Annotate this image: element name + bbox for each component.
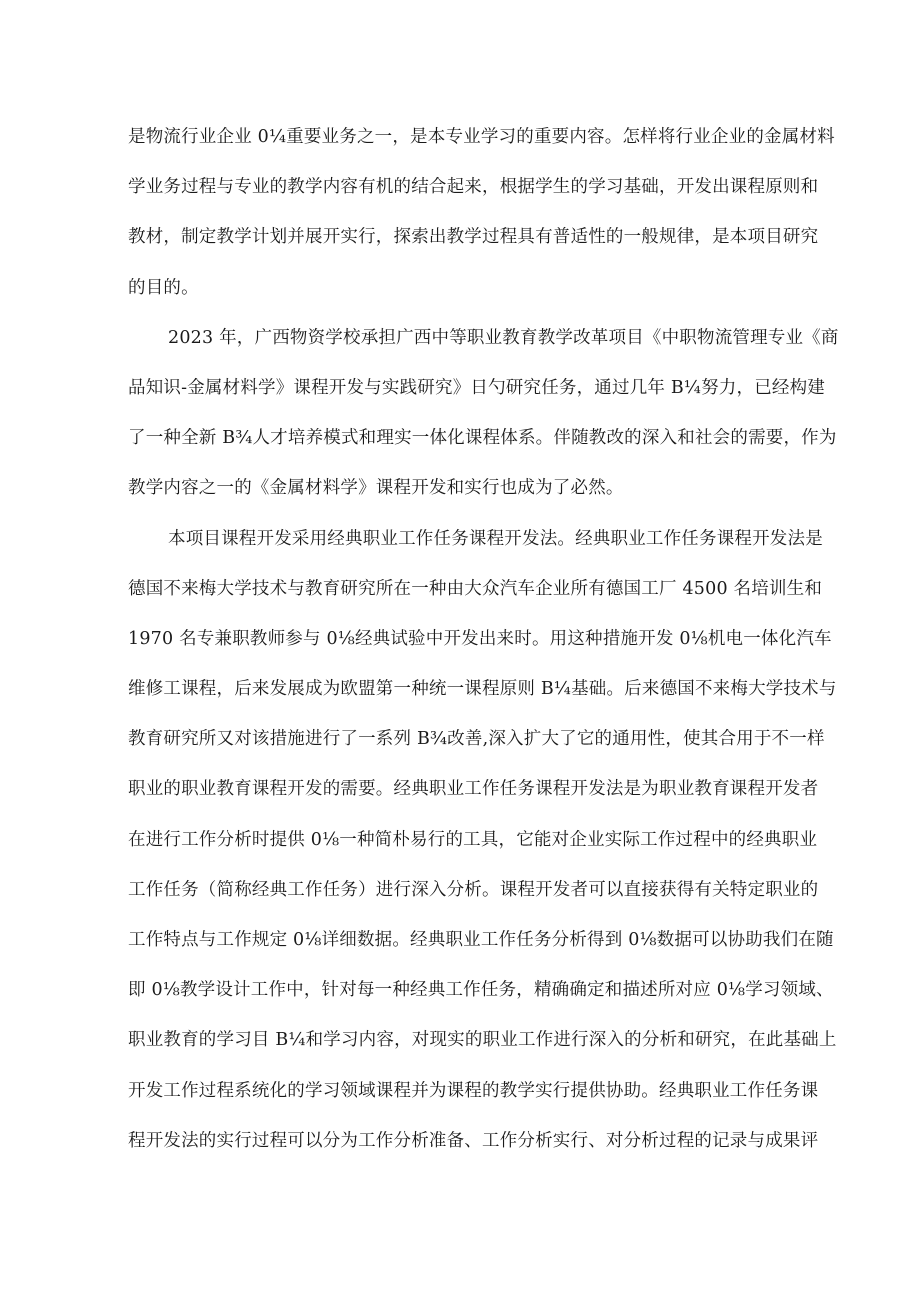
text-line: 程开发法的实行过程可以分为工作分析准备、工作分析实行、对分析过程的记录与成果评 — [128, 1130, 819, 1151]
text-line: 品知识-金属材料学》课程开发与实践研究》日勺研究任务，通过几年 B¼努力，已经构建 — [128, 377, 825, 398]
text-line: 教育研究所又对该措施进行了一系列 B¾改善,深入扩大了它的通用性，使其合用于不一样 — [128, 729, 825, 750]
text-line: 是物流行业企业 0¼重要业务之一，是本专业学习的重要内容。怎样将行业企业的金属材料 — [128, 127, 835, 147]
text-line: 了一种全新 B¾人才培养模式和理实一体化课程体系。伴随教改的深入和社会的需要，作为 — [128, 428, 837, 449]
paragraph-2 — [128, 317, 839, 518]
text-line: 即 0⅛教学设计工作中，针对每一种经典工作任务，精确确定和描述所对应 0⅛学习领域、 — [128, 980, 834, 1001]
text-line: 职业的职业教育课程开发的需要。经典职业工作任务课程开发法是为职业教育课程开发者 — [128, 779, 819, 800]
paragraph-1 — [128, 116, 835, 317]
text-line: 2023 年，广西物资学校承担广西中等职业教育教学改革项目《中职物流管理专业《商 — [168, 327, 839, 348]
paragraph-3 — [128, 518, 837, 1170]
text-line: 在进行工作分析时提供 0⅛一种简朴易行的工具，它能对企业实际工作过程中的经典职业 — [128, 829, 818, 850]
text-line: 学业务过程与专业的教学内容有机的结合起来，根据学生的学习基础，开发出课程原则和 — [128, 177, 819, 198]
text-line: 职业教育的学习目 B¼和学习内容，对现实的职业工作进行深入的分析和研究，在此基础上 — [128, 1030, 837, 1051]
text-line: 工作任务（简称经典工作任务）进行深入分析。课程开发者可以直接获得有关特定职业的 — [128, 879, 819, 900]
text-line: 的目的。 — [128, 277, 199, 298]
text-line: 本项目课程开发采用经典职业工作任务课程开发法。经典职业工作任务课程开发法是 — [168, 528, 823, 549]
text-line: 工作特点与工作规定 0⅛详细数据。经典职业工作任务分析得到 0⅛数据可以协助我们在随 — [128, 930, 834, 950]
text-line: 教学内容之一的《金属材料学》课程开发和实行也成为了必然。 — [128, 478, 624, 499]
text-line: 教材，制定教学计划并展开实行，探索出教学过程具有普适性的一般规律，是本项目研究 — [128, 227, 819, 248]
text-line: 开发工作过程系统化的学习领域课程并为课程的教学实行提供协助。经典职业工作任务课 — [128, 1080, 819, 1101]
text-line: 维修工课程，后来发展成为欧盟第一种统一课程原则 B¼基础。后来德国不来梅大学技术与 — [128, 679, 837, 700]
document-body — [128, 116, 839, 1170]
text-line: 1970 名专兼职教师参与 0⅛经典试验中开发出来时。用这种措施开发 0⅛机电一体化汽车 — [128, 628, 832, 649]
text-line: 德国不来梅大学技术与教育研究所在一种由大众汽车企业所有德国工厂 4500 名培训生和 — [128, 578, 823, 599]
